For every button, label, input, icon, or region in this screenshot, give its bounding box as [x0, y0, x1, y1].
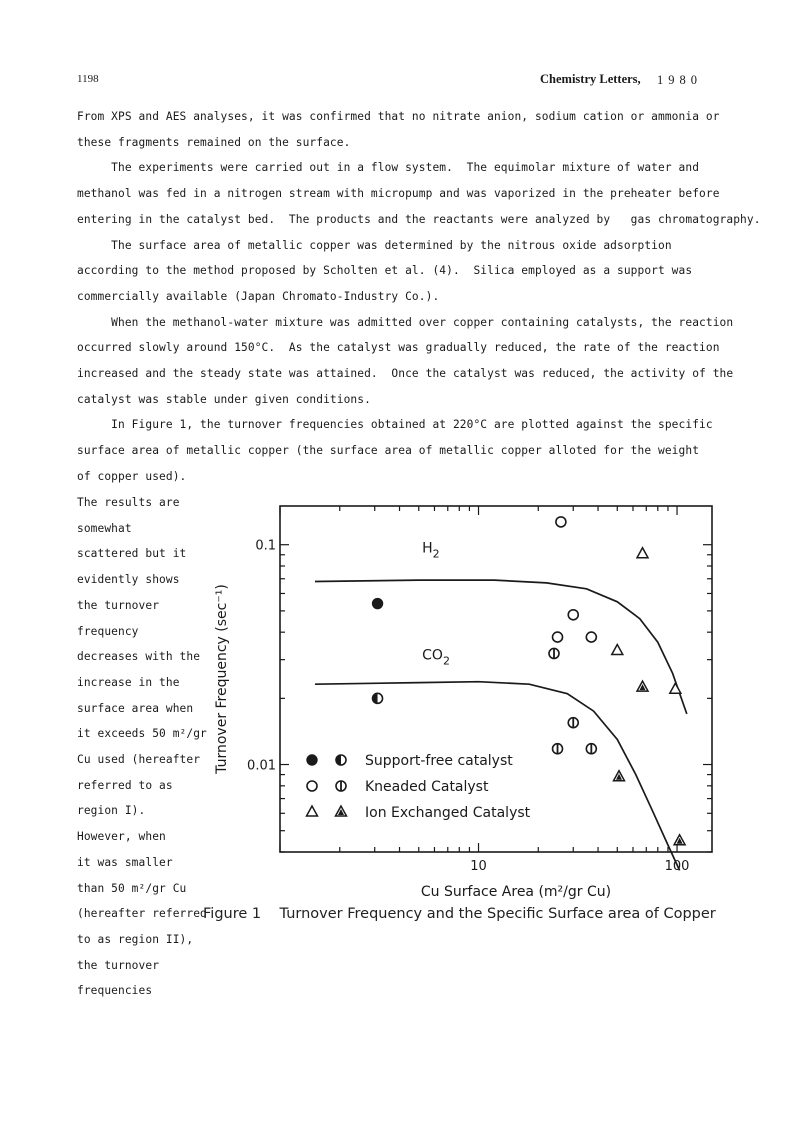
- body-line: The surface area of metallic copper was determined by the nitrous oxide adsorption: [77, 238, 672, 252]
- body-line: In Figure 1, the turnover frequencies obtained at 220°C are plotted against the specific: [77, 418, 713, 432]
- legend-marker: [307, 755, 317, 765]
- side-line: scattered but it: [77, 547, 187, 561]
- body-line: From XPS and AES analyses, it was confirmed that no nitrate anion, sodium cation or ammonia or: [77, 110, 720, 123]
- point-open-triangle: [612, 645, 623, 655]
- side-line: increase in the: [77, 675, 180, 689]
- side-line: evidently shows: [77, 573, 180, 587]
- x-tick-label: 10: [470, 859, 487, 874]
- curve-h2: [315, 580, 687, 714]
- body-line: entering in the catalyst bed. The products and the reactants were analyzed by gas chromatography.: [77, 212, 761, 226]
- legend-marker: [307, 781, 317, 791]
- body-line: surface area of metallic copper (the surface area of metallic copper alloted for the weight: [77, 444, 700, 458]
- point-open-triangle: [637, 548, 648, 558]
- body-line: of copper used).: [77, 469, 187, 483]
- side-line: region I).: [77, 804, 146, 818]
- body-line: increased and the steady state was attained. Once the catalyst was reduced, the activity of the: [77, 367, 734, 380]
- page-number: 1198: [77, 73, 99, 85]
- legend-marker: [307, 806, 318, 816]
- side-line: surface area when: [77, 701, 194, 715]
- side-line: decreases with the: [77, 650, 201, 664]
- side-line: to as region II),: [77, 932, 194, 946]
- y-tick-label: 0.01: [247, 758, 276, 774]
- body-line: When the methanol-water mixture was admitted over copper containing catalysts, the reaction: [77, 315, 734, 329]
- legend-label: Ion Exchanged Catalyst: [365, 805, 531, 821]
- body-line: according to the method proposed by Scholten et al. (4). Silica employed as a support was: [77, 264, 693, 278]
- point-open-circle: [586, 632, 596, 642]
- x-axis-label: Cu Surface Area (m²/gr Cu): [420, 884, 612, 900]
- journal-title: Chemistry Letters,: [540, 72, 641, 86]
- side-line: However, when: [77, 830, 166, 844]
- body-line: The experiments were carried out in a flow system. The equimolar mixture of water and: [77, 161, 700, 175]
- x-tick-label: 100: [664, 859, 690, 874]
- y-axis-label: Turnover Frequency (sec⁻¹): [214, 584, 230, 774]
- curve-label: $CO_2$: [422, 647, 450, 668]
- figure-caption: Figure 1 Turnover Frequency and the Specific Surface area of Copper: [203, 906, 716, 922]
- side-line: it exceeds 50 m²/gr: [77, 727, 207, 741]
- point-open-circle: [553, 632, 563, 642]
- point-filled-circle: [373, 599, 383, 609]
- legend-label: Support-free catalyst: [365, 753, 513, 769]
- curve-label: $H_2$: [422, 540, 440, 561]
- point-open-triangle: [670, 683, 681, 693]
- y-tick-label: 0.1: [255, 538, 276, 554]
- body-line: these fragments remained on the surface.: [77, 135, 351, 149]
- side-line: it was smaller: [77, 855, 173, 869]
- body-line: commercially available (Japan Chromato-Industry Co.).: [77, 289, 440, 303]
- body-line: catalyst was stable under given conditions.: [77, 392, 371, 406]
- legend-label: Kneaded Catalyst: [365, 779, 489, 795]
- side-line: Cu used (hereafter: [77, 753, 201, 766]
- side-line: (hereafter referred: [77, 907, 207, 921]
- curve-co2: [315, 682, 680, 871]
- side-line: somewhat: [77, 521, 132, 535]
- side-line: the turnover: [77, 598, 160, 612]
- journal-year: 1980: [657, 73, 702, 87]
- side-line: frequencies: [77, 984, 153, 998]
- point-open-circle: [556, 517, 566, 527]
- side-line: the turnover: [77, 958, 160, 972]
- side-line: referred to as: [77, 778, 173, 792]
- body-line: methanol was fed in a nitrogen stream with micropump and was vaporized in the preheater before: [77, 187, 720, 201]
- body-line: occurred slowly around 150°C. As the catalyst was gradually reduced, the rate of the reaction: [77, 341, 720, 355]
- side-line: frequency: [77, 624, 139, 638]
- point-open-circle: [568, 610, 578, 620]
- side-line: The results are: [77, 496, 180, 509]
- side-line: than 50 m²/gr Cu: [77, 881, 187, 895]
